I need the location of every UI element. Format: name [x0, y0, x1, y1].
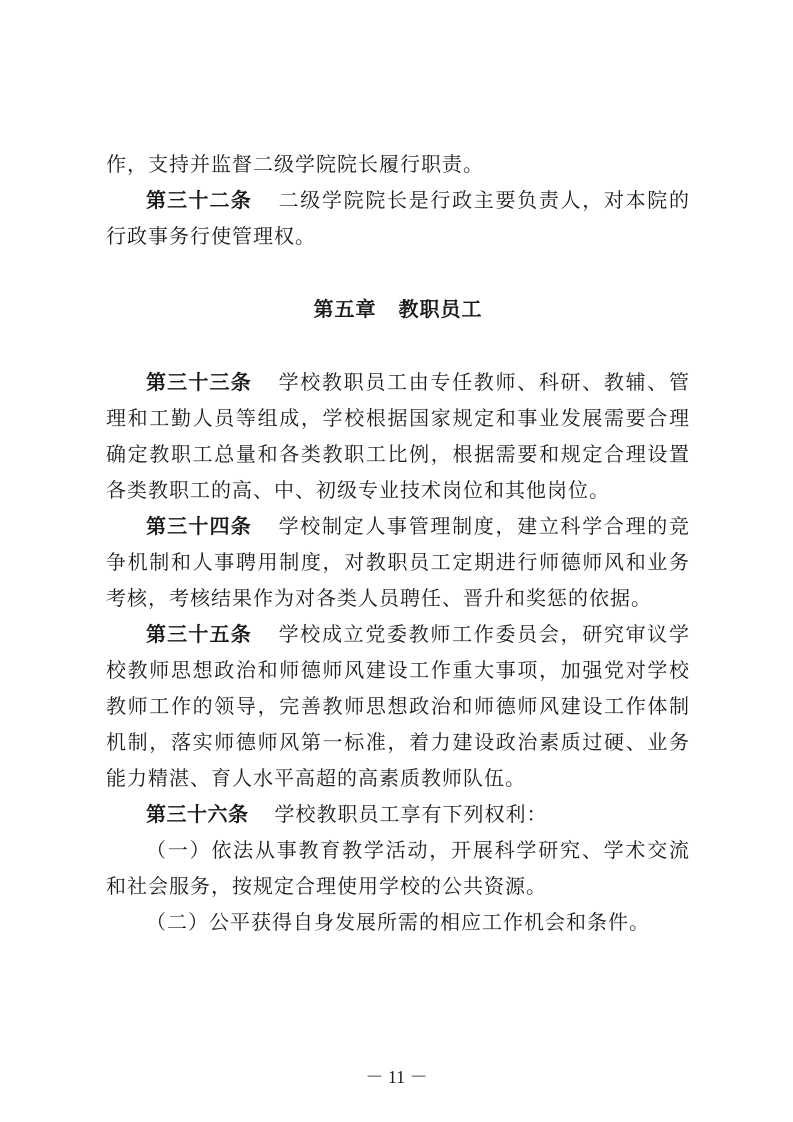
article-text: 学校成立党委教师工作委员会，研究审议学校教师思想政治和师德师风建设工作重大事项，加强党对学校教师工作的领导，完善教师思想政治和师德师风建设工作体制机制，落实师德师风第一标准，着力建设政治素质过硬、业务能力精湛、育人水平高超的高素质教师队伍。 — [106, 622, 690, 790]
paragraph-continuation: 作，支持并监督二级学院院长履行职责。 — [106, 152, 484, 176]
chapter-heading — [106, 291, 690, 327]
article-label: 第三十三条 — [146, 370, 252, 394]
page-content — [106, 146, 690, 940]
article-label: 第三十六条 — [146, 802, 249, 826]
page-number: － 11 － — [365, 1067, 428, 1087]
article-32 — [106, 182, 690, 254]
article-label: 第三十五条 — [146, 622, 252, 646]
article-label: 第三十二条 — [146, 188, 252, 212]
article-33 — [106, 364, 690, 508]
list-item-2: （二）公平获得自身发展所需的相应工作机会和条件。 — [146, 910, 650, 934]
article-35 — [106, 616, 690, 796]
chapter-number: 第五章 — [313, 297, 377, 321]
chapter-title: 教职员工 — [398, 297, 483, 321]
article-text: 二级学院院长是行政主要负责人，对本院的行政事务行使管理权。 — [106, 188, 690, 248]
article-34 — [106, 508, 690, 616]
article-label: 第三十四条 — [146, 514, 252, 538]
article-text: 学校教职员工享有下列权利： — [274, 802, 548, 826]
article-text: 学校制定人事管理制度，建立科学合理的竞争机制和人事聘用制度，对教职员工定期进行师德师风和业务考核，考核结果作为对各类人员聘任、晋升和奖惩的依据。 — [106, 514, 690, 610]
article-text: 学校教职员工由专任教师、科研、教辅、管理和工勤人员等组成，学校根据国家规定和事业发展需要合理确定教职工总量和各类教职工比例，根据需要和规定合理设置各类教职工的高、中、初级专业技术岗位和其他岗位。 — [106, 370, 690, 502]
article-36 — [106, 796, 690, 832]
list-item-1: （一）依法从事教育教学活动，开展科学研究、学术交流和社会服务，按规定合理使用学校的公共资源。 — [106, 838, 690, 898]
